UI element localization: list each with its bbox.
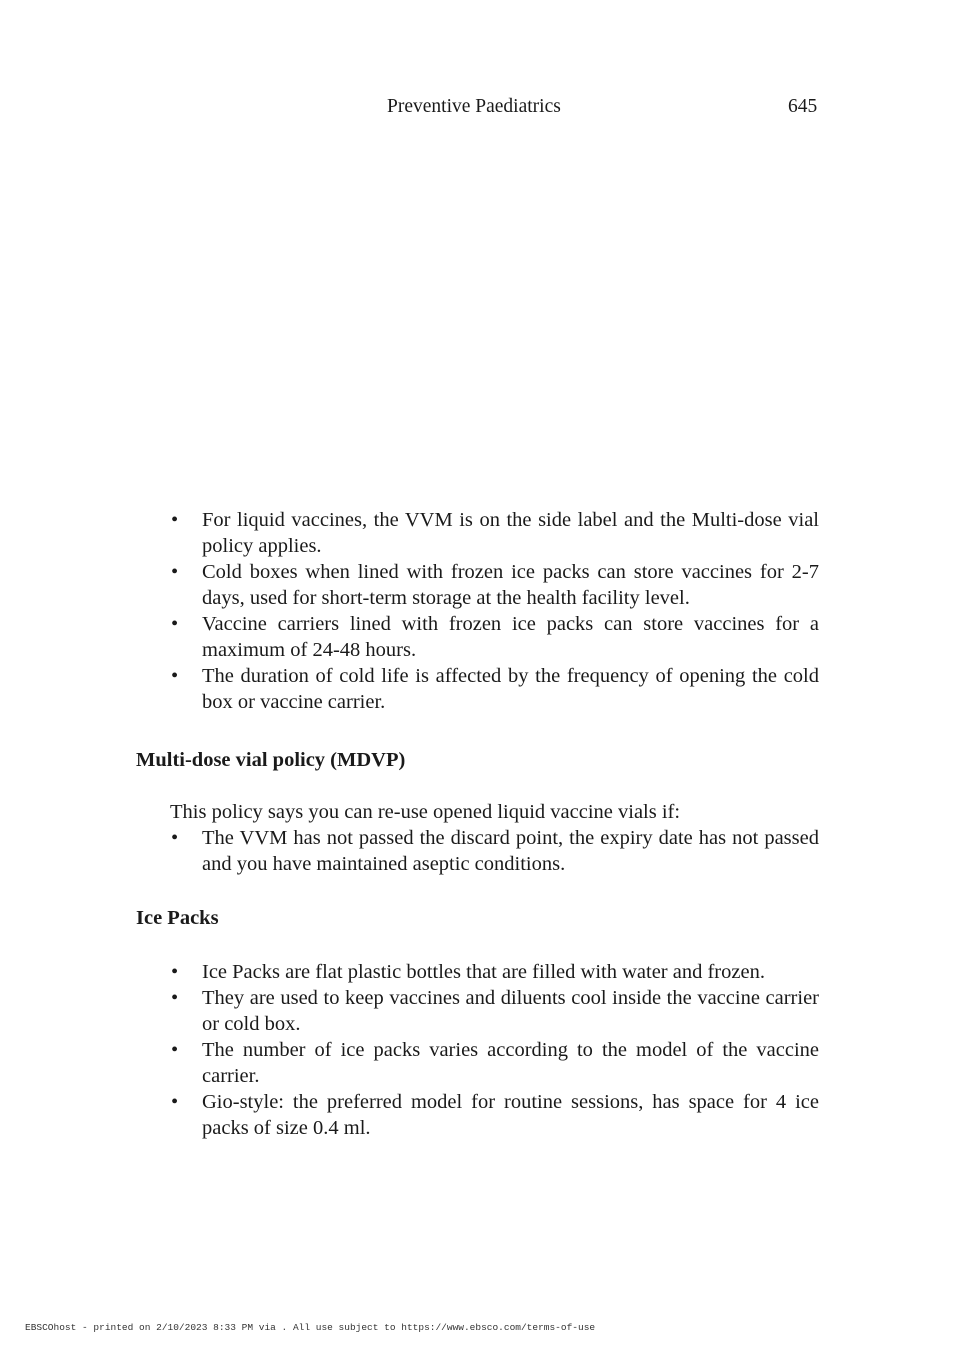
- mdvp-section: [136, 799, 819, 877]
- list-item: [136, 985, 819, 1037]
- list-item-text: For liquid vaccines, the VVM is on the side label and the Multi-dose vial policy applies.: [202, 509, 819, 557]
- running-title: Preventive Paediatrics: [387, 96, 561, 117]
- bullet-icon: •: [171, 665, 179, 687]
- ice-packs-heading: Ice Packs: [136, 907, 219, 929]
- list-item-text: Vaccine carriers lined with frozen ice packs can store vaccines for a maximum of 24-48 hours.: [202, 613, 819, 661]
- mdvp-bullet-list: [136, 825, 819, 877]
- list-item-text: Ice Packs are flat plastic bottles that are filled with water and frozen.: [202, 961, 765, 983]
- list-item-text: Cold boxes when lined with frozen ice packs can store vaccines for 2-7 days, used for short-term storage at the health facility level.: [202, 561, 819, 609]
- ice-packs-bullet-list: [136, 959, 819, 1141]
- list-item-text: They are used to keep vaccines and diluents cool inside the vaccine carrier or cold box.: [202, 987, 819, 1035]
- list-item-text: Gio-style: the preferred model for routine sessions, has space for 4 ice packs of size 0.4 ml.: [202, 1091, 819, 1139]
- page-number: 645: [788, 96, 818, 117]
- cold-chain-list-section: [136, 507, 819, 715]
- mdvp-heading: Multi-dose vial policy (MDVP): [136, 749, 406, 771]
- bullet-icon: •: [171, 561, 179, 583]
- list-item: [136, 959, 819, 985]
- list-item: [136, 1037, 819, 1089]
- list-item: [136, 663, 819, 715]
- print-footer: EBSCOhost - printed on 2/10/2023 8:33 PM via . All use subject to https://www.ebsco.com/terms-of-use: [25, 1322, 596, 1333]
- list-item: [136, 507, 819, 559]
- list-item: [136, 1089, 819, 1141]
- bullet-icon: •: [171, 1091, 179, 1113]
- list-item-text: The number of ice packs varies according to the model of the vaccine carrier.: [202, 1039, 819, 1087]
- bullet-icon: •: [171, 1039, 179, 1061]
- bullet-icon: •: [171, 987, 179, 1009]
- running-header: [0, 96, 955, 122]
- list-item-text: The duration of cold life is affected by the frequency of opening the cold box or vaccine carrier.: [202, 665, 819, 713]
- bullet-icon: •: [171, 613, 179, 635]
- list-item: [136, 559, 819, 611]
- list-item-text: The VVM has not passed the discard point, the expiry date has not passed and you have maintained aseptic conditions.: [202, 827, 819, 875]
- cold-chain-bullet-list: [136, 507, 819, 715]
- bullet-icon: •: [171, 827, 179, 849]
- ice-packs-section: [136, 959, 819, 1141]
- list-item: [136, 825, 819, 877]
- bullet-icon: •: [171, 961, 179, 983]
- bullet-icon: •: [171, 509, 179, 531]
- list-item: [136, 611, 819, 663]
- mdvp-intro: This policy says you can re-use opened liquid vaccine vials if:: [170, 801, 681, 823]
